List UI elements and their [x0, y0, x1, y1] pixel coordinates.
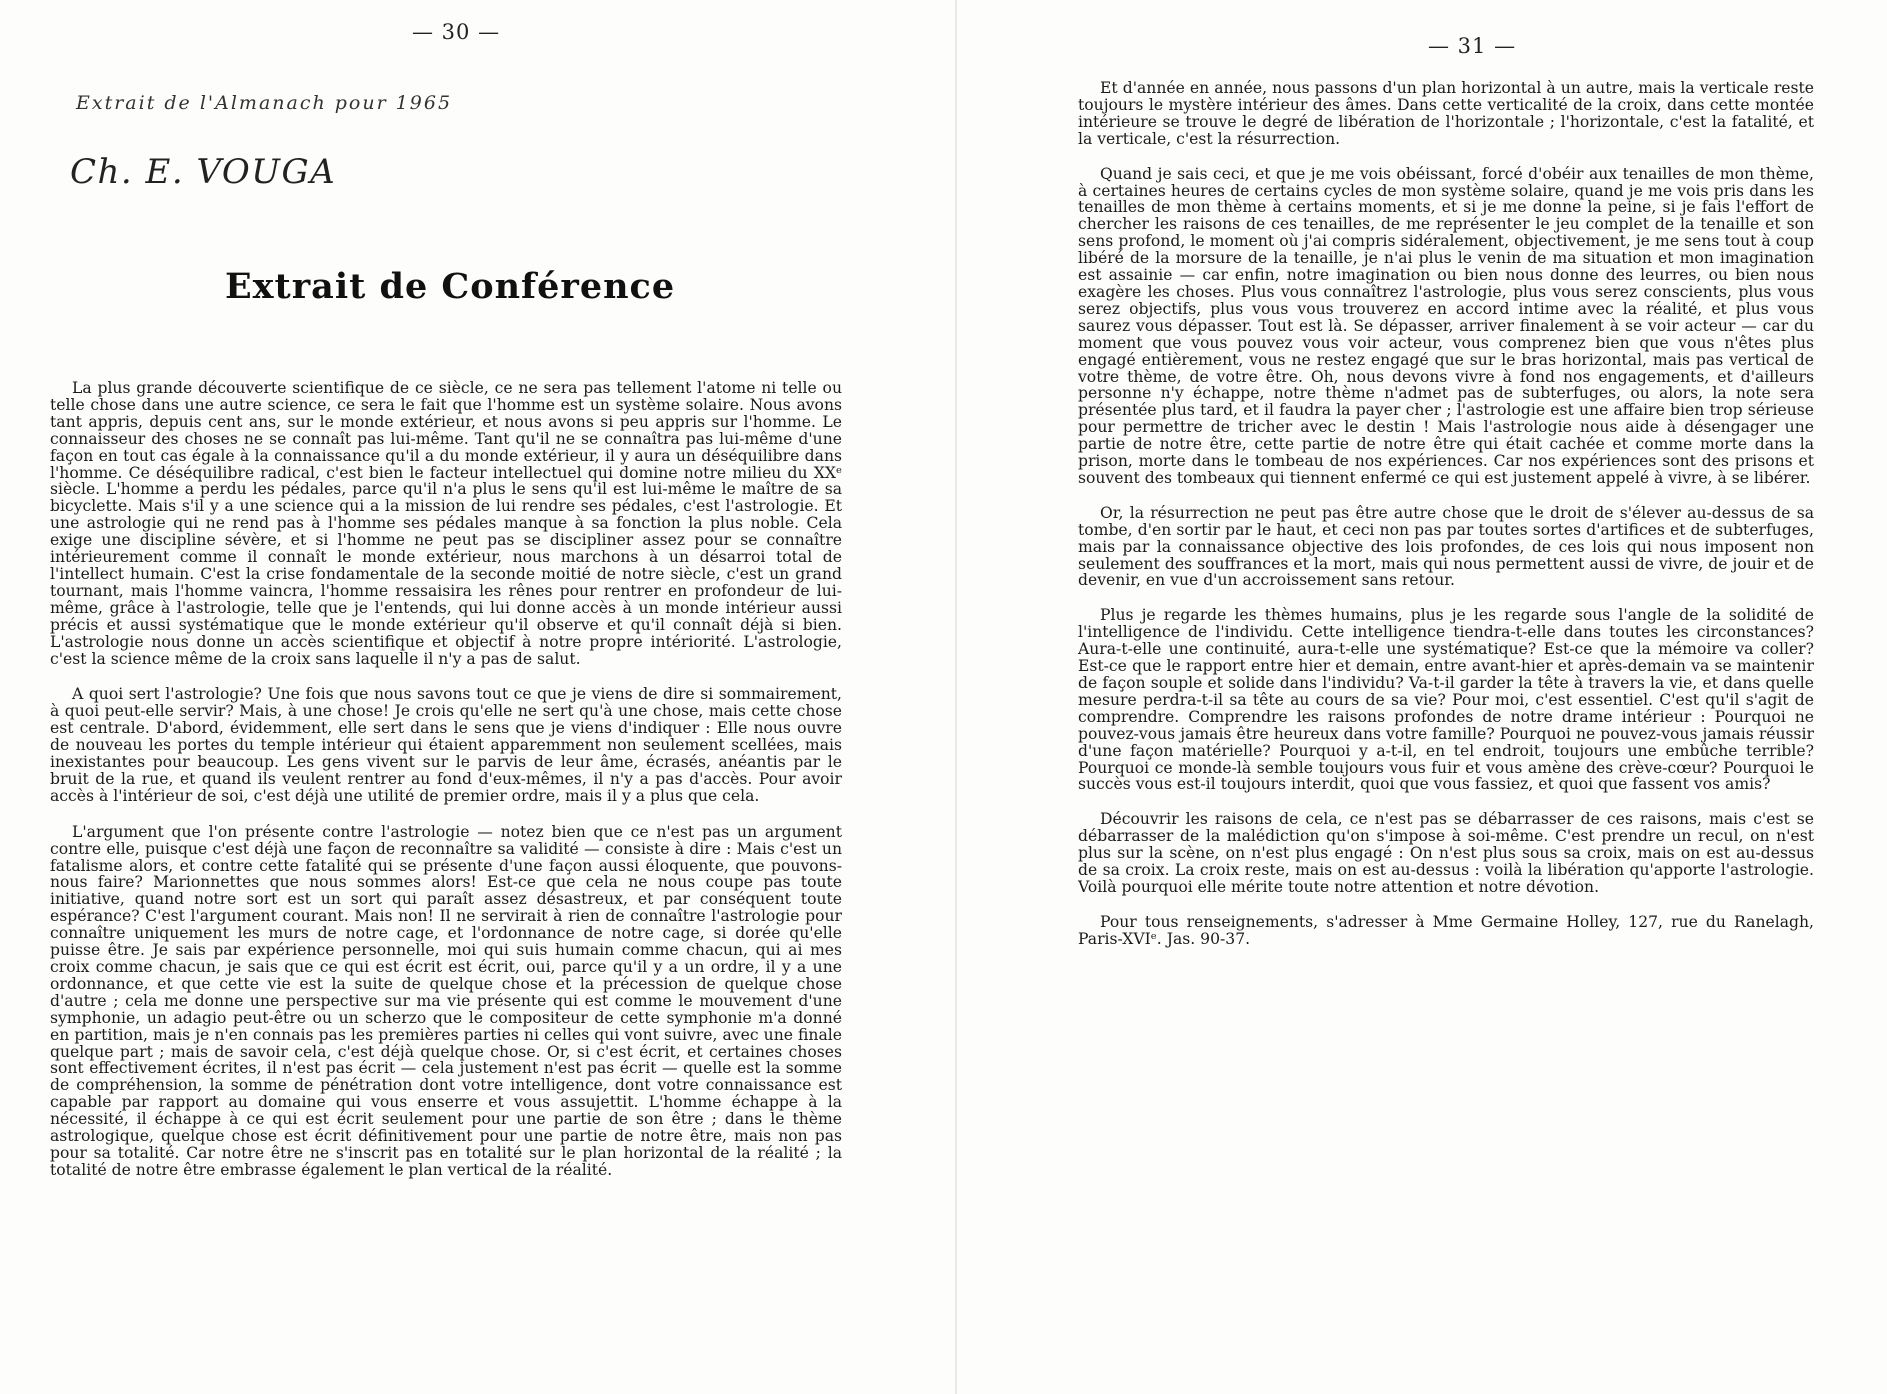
- paragraph: Plus je regarde les thèmes humains, plus je les regarde sous l'angle de la solidité de l'intelligence de l'individu. Cette intelligence tiendra-t-elle dans toutes les circonstances? Aura-t-elle une continuité, aura-t-elle une systématique? Est-ce que la mémoire va coller? Est-ce que le rapport entre hier et demain, entre avant-hier et après-demain va se maintenir de façon souple et solide dans l'individu? Va-t-il garder la tête à travers la vie, et dans quelle mesure perdra-t-il sa tête au cours de sa vie? Pour moi, c'est essentiel. C'est qu'il s'agit de comprendre. Comprendre les raisons profondes de notre drame intérieur : Pourquoi ne pouvez-vous jamais être heureux dans votre famille? Pourquoi ne pouvez-vous jamais réussir d'une façon matérielle? Pourquoi y a-t-il, en tel endroit, toujours une embûche terrible? Pourquoi ce monde-là semble toujours vous fuir et vous amène des crève-cœur? Pourquoi le succès vous est-il toujours interdit, quoi que vous fassiez, et quoi que fassent vos amis?: [1078, 606, 1814, 794]
- paragraph: La plus grande découverte scientifique de ce siècle, ce ne sera pas tellement l'atome ni telle ou telle chose dans une autre science, ce sera le fait que l'homme est un système solaire. Nous avons tant appris, depuis cent ans, sur le monde extérieur, et nous avons si peu appris sur l'homme. Le connaisseur des choses ne se connaît pas lui-même. Tant qu'il ne se connaîtra pas lui-même d'une façon en tout cas égale à la connaissance qu'il a du monde extérieur, il y aura un déséquilibre dans l'homme. Ce déséquilibre radical, c'est bien le facteur intellectuel qui domine notre milieu du XXᵉ siècle. L'homme a perdu les pédales, parce qu'il n'a plus le sens qu'il est lui-même le maître de sa bicyclette. Mais s'il y a une science qui a la mission de lui rendre ses pédales, c'est l'astrologie. Et une astrologie qui ne rend pas à l'homme ses pédales manque à sa fonction la plus noble. Cela exige une discipline sévère, et si l'homme ne peut pas se discipliner assez pour se connaître intérieurement comme il connaît le monde extérieur, nous marchons à un désarroi total de l'intellect humain. C'est la crise fondamentale de la seconde moitié de notre siècle, c'est un grand tournant, mais l'homme vaincra, l'homme ressaisira les rênes pour rentrer en profondeur de lui-même, grâce à l'astrologie, telle que je l'entends, qui lui donne accès à un monde intérieur aussi précis et aussi systématique que le monde extérieur qu'il observe et qu'il connaît déjà si bien. L'astrologie nous donne un accès scientifique et objectif à notre propre intériorité. L'astrologie, c'est la science même de la croix sans laquelle il n'y a pas de salut.: [50, 379, 842, 668]
- paragraph: Quand je sais ceci, et que je me vois obéissant, forcé d'obéir aux tenailles de mon thème, à certaines heures de certains cycles de mon système solaire, quand je me vois pris dans les tenailles de mon thème à certains moments, et si je me donne la peine, si je fais l'effort de chercher les raisons de ces tenailles, de me représenter le jeu complet de la tenaille et son sens profond, le moment où j'ai compris sidéralement, objectivement, je me sens tout à coup libéré de la morsure de la tenaille, je n'ai plus le venin de ma situation et mon imagination est assainie — car enfin, notre imagination ou bien nous donne des leurres, ou bien nous exagère les choses. Plus vous connaîtrez l'astrologie, plus vous serez conscients, plus vous serez objectifs, plus vous vous trouverez en accord intime avec la réalité, et plus vous saurez vous dépasser. Tout est là. Se dépasser, arriver finalement à se voir acteur — car du moment que vous pouvez vous voir acteur, vous comprenez bien que vous n'êtes plus engagé entièrement, vous ne restez engagé que sur le bras horizontal, mais pas vertical de votre thème, de votre être. Oh, nous devons vivre à fond nos engagements, et d'ailleurs personne n'y échappe, notre thème n'admet pas de subterfuges, ou alors, la note sera présentée plus tard, et il faudra la payer cher ; l'astrologie est une affaire bien trop sérieuse pour permettre de tricher avec le destin ! Mais l'astrologie nous aide à désengager une partie de notre être, cette partie de notre être qui était cachée et comme morte dans la prison, morte dans le tombeau de nos expériences. Car nos expériences sont des prisons et souvent des tombeaux qui tiennent enfermé ce qui est justement appelé à vivre, à se libérer.: [1078, 164, 1814, 487]
- page-number-left: — 30 —: [412, 20, 501, 44]
- left-body-text: [50, 380, 842, 1198]
- contact-paragraph: Pour tous renseignements, s'adresser à Mme Germaine Holley, 127, rue du Ranelagh, Paris-XVIᵉ. Jas. 90-37.: [1078, 912, 1814, 948]
- paragraph: A quoi sert l'astrologie? Une fois que nous savons tout ce que je viens de dire si sommairement, à quoi peut-elle servir? Mais, à une chose! Je crois qu'elle ne sert qu'à une chose, mais cette chose est centrale. D'abord, évidemment, elle sert dans le sens que je viens d'indiquer : Elle nous ouvre de nouveau les portes du temple intérieur qui étaient apparemment non seulement scellées, mais inexistantes pour beaucoup. Les gens vivent sur le parvis de leur âme, écrasés, anéantis par le bruit de la rue, et quand ils veulent rentrer au fond d'eux-mêmes, il n'y a pas d'accès. Pour avoir accès à l'intérieur de soi, c'est déjà une utilité de premier ordre, mais il y a plus que cela.: [50, 685, 842, 805]
- author-name: Ch. E. VOUGA: [70, 152, 337, 192]
- article-title: Extrait de Conférence: [225, 266, 676, 307]
- page-number-right: — 31 —: [1428, 34, 1517, 58]
- right-page: [960, 0, 1887, 1394]
- paragraph: Et d'année en année, nous passons d'un plan horizontal à un autre, mais la verticale reste toujours le mystère intérieur des âmes. Dans cette verticalité de la croix, dans cette montée intérieure se trouve le degré de libération de l'horizontale ; l'horizontale, c'est la fatalité, et la verticale, c'est la résurrection.: [1078, 79, 1814, 148]
- paragraph: Or, la résurrection ne peut pas être autre chose que le droit de s'élever au-dessus de sa tombe, d'en sortir par le haut, et ceci non pas par toutes sortes d'artifices et de subterfuges, mais par la connaissance objective des lois profondes, de ces lois qui nous imposent non seulement des souffrances et la mort, mais qui nous permettent aussi de vivre, de jouir et de devenir, en vue d'un accroissement sans retour.: [1078, 503, 1814, 590]
- paragraph: L'argument que l'on présente contre l'astrologie — notez bien que ce n'est pas un argument contre elle, puisque c'est déjà une façon de reconnaître sa validité — consiste à dire : Mais c'est un fatalisme alors, et contre cette fatalité qui se présente d'une façon aussi éloquente, que pouvons-nous faire? Marionnettes que nous sommes alors! Est-ce que cela ne nous coupe pas toute initiative, quand notre sort est un sort qui paraît assez désastreux, et par conséquent toute espérance? C'est l'argument courant. Mais non! Il ne servirait à rien de connaître l'astrologie pour connaître uniquement les murs de notre cage, et l'ordonnance de notre cage, si dorée qu'elle puisse être. Je sais par expérience personnelle, moi qui suis humain comme chacun, qui ai mes croix comme chacun, je sais que ce qui est écrit est écrit, oui, parce qu'il y a un ordre, il y a une ordonnance, et que cette vie est la suite de quelque chose et la précession de quelque chose d'autre ; cela me donne une perspective sur ma vie présente qui est comme le mouvement d'une symphonie, un adagio peut-être ou un scherzo que le compositeur de cette symphonie m'a donné en partition, mais je n'en connais pas les premières parties ni celles qui vont suivre, avec une finale quelque part ; mais de savoir cela, c'est déjà quelque chose. Or, si c'est écrit, et certaines choses sont effectivement écrites, il n'est pas écrit — cela justement n'est pas écrit — quelle est la somme de compréhension, la somme de pénétration dont votre intelligence, dont votre connaissance est capable par rapport au domaine qui vous enserre et vous assujettit. L'homme échappe à la nécessité, il échappe à ce qui est écrit seulement pour une partie de son être ; dans le thème astrologique, quelque chose est écrit définitivement pour une partie de notre être, mais non pas pour sa totalité. Car notre être ne s'inscrit pas en totalité sur le plan horizontal de la réalité ; la totalité de notre être embrasse également le plan vertical de la réalité.: [50, 822, 842, 1179]
- source-note: Extrait de l'Almanach pour 1965: [76, 92, 453, 114]
- paragraph: Découvrir les raisons de cela, ce n'est pas se débarrasser de ces raisons, mais c'est se débarrasser de la malédiction qu'on s'impose à soi-même. C'est prendre un recul, on n'est plus sur la scène, on n'est plus engagé : On n'est plus sous sa croix, mais on est au-dessus de sa croix. La croix reste, mais on est au-dessus : voilà la libération qu'apporte l'astrologie. Voilà pourquoi elle mérite toute notre attention et notre dévotion.: [1078, 810, 1814, 896]
- right-body-text: [1078, 80, 1814, 966]
- book-gutter: [955, 0, 957, 1394]
